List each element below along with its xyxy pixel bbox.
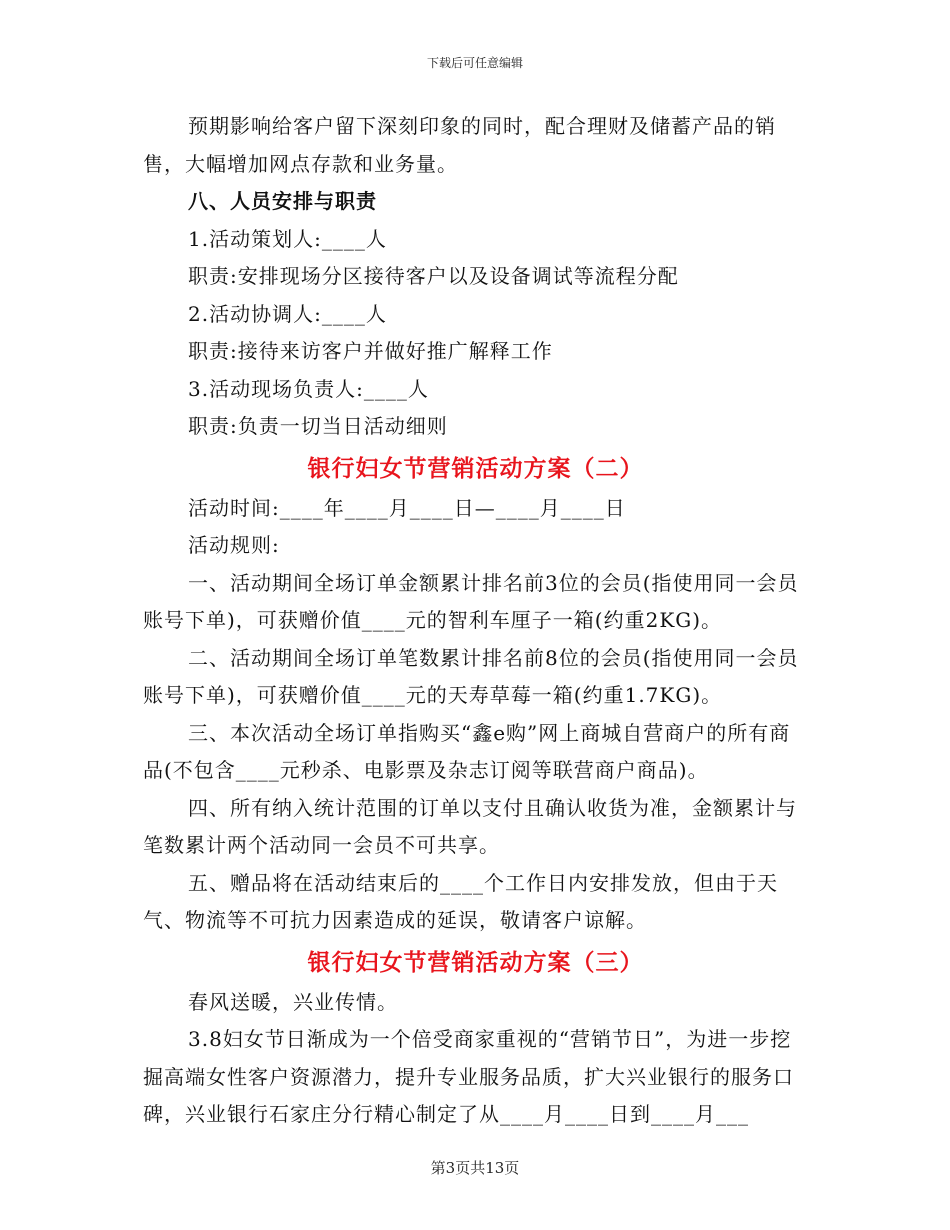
page-header-note: 下载后可任意编辑 [426, 56, 523, 70]
paragraph: 预期影响给客户留下深刻印象的同时，配合理财及储蓄产品的销售，大幅增加网点存款和业务量。 [143, 114, 776, 176]
section-title-three: 银行妇女节营销活动方案（三） [307, 948, 644, 976]
rule-item: 五、赠品将在活动结束后的____个工作日内安排发放，但由于天气、物流等不可抗力因素造成的延误，敬请客户谅解。 [143, 870, 778, 932]
paragraph: 1.活动策划人:____人 [188, 226, 387, 251]
paragraph: 职责:安排现场分区接待客户以及设备调试等流程分配 [188, 264, 679, 288]
paragraph: 职责:接待来访客户并做好推广解释工作 [188, 339, 553, 363]
rules-label: 活动规则: [188, 533, 280, 557]
rule-item: 四、所有纳入统计范围的订单以支付且确认收货为准，金额累计与笔数累计两个活动同一会员不可共享。 [143, 795, 797, 857]
rule-item: 一、活动期间全场订单金额累计排名前3位的会员(指使用同一会员账号下单)，可获赠价值____元的智利车厘子一箱(约重2KG)。 [143, 570, 799, 632]
paragraph: 3.活动现场负责人:____人 [188, 376, 429, 401]
rule-item: 二、活动期间全场订单笔数累计排名前8位的会员(指使用同一会员账号下单)，可获赠价值____元的天寿草莓一箱(约重1.7KG)。 [143, 645, 799, 707]
document-body [143, 108, 808, 1134]
paragraph: 春风送暖，兴业传情。 [188, 989, 398, 1014]
page-number: 第3页共13页 [430, 1159, 520, 1177]
paragraph: 3.8妇女节日渐成为一个倍受商家重视的“营销节日”，为进一步挖掘高端女性客户资源潜力，提升专业服务品质，扩大兴业银行的服务口碑，兴业银行石家庄分行精心制定了从____月____日到____月___ [143, 1027, 794, 1126]
rule-item: 三、本次活动全场订单指购买“鑫e购”网上商城自营商户的所有商品(不包含____元秒杀、电影票及杂志订阅等联营商户商品)。 [143, 720, 791, 782]
activity-time: 活动时间:____年____月____日—____月____日 [188, 495, 626, 520]
section-title-two: 银行妇女节营销活动方案（二） [307, 454, 644, 482]
paragraph: 职责:负责一切当日活动细则 [188, 414, 448, 438]
section-heading-staffing: 八、人员安排与职责 [188, 189, 377, 213]
paragraph: 2.活动协调人:____人 [188, 301, 387, 326]
